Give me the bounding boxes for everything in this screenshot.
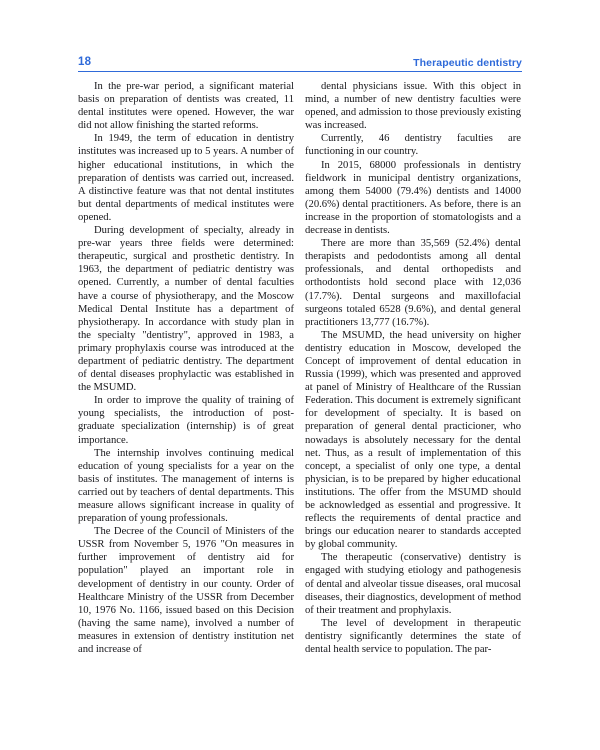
paragraph: During development of specialty, already in pre-war years three fields were determined: therapeutic, surgical and prosthetic dentistry. In 1963, the department of pediatric dentistry was opened. Currently, a number of dental faculties have a course of physiotherapy, and the Moscow Medical Dental Institute has a department of physiotherapy. In accordance with study plan in the specialty "dentistry", approved in 1983, a primary prophylaxis course was introduced at the department of pediatric dentistry. The department of dental diseases prophylactic was established in the MSUMD.	[78, 225, 294, 394]
text-column-left	[78, 80, 294, 680]
running-title: Therapeutic dentistry	[413, 56, 522, 69]
paragraph: The Decree of the Council of Ministers of the USSR from November 5, 1976 "On measures in further improvement of dentistry aid for population" played an important role in development of dentistry in our county. Order of Healthcare Ministry of the USSR from December 10, 1976 No. 1166, issued based on this Decision (having the same name), involved a number of measures in extension of dentistry institution net and increase of	[78, 526, 294, 656]
paragraph: In 2015, 68000 professionals in dentistry fieldwork in municipal dentistry organizations, among them 54000 (79.4%) dentists and 14000 (20.6%) dental practitioners. As before, there is an increase in the proportion of stomatologists and a decrease in dentists.	[305, 159, 521, 237]
paragraph: The internship involves continuing medical education of young specialists for a year on the basis of institutes. The management of interns is carried out by teachers of dental departments. This measure allows significant increase in quality of preparation of young professionals.	[78, 447, 294, 525]
paragraph: In 1949, the term of education in dentistry institutes was increased up to 5 years. A number of higher educational institutions, in which the preparation of dentists was carried out, increased. A distinctive feature was that not dental institutes but dental departments of medical institutes were opened.	[78, 133, 294, 223]
paragraph: Currently, 46 dentistry faculties are functioning in our country.	[305, 133, 521, 158]
paragraph: dental physicians issue. With this object in mind, a number of new dentistry faculties were opened, and admission to those previously existing was increased.	[305, 81, 521, 132]
page-number: 18	[78, 55, 92, 68]
running-header	[78, 50, 522, 72]
text-column-right	[305, 80, 521, 680]
paragraph: The MSUMD, the head university on higher dentistry education in Moscow, developed the Concept of improvement of dental education in Russia (1999), which was presented and approved at panel of Ministry of Healthcare of the Russian Federation. This document is extremely significant for development of specialty. It is based on preparation of general dental practicioner, who nowadays is absolutely necessary for the dental net. Thus, as a result of implementation of this concept, a specialist of only one type, a dental physician, is to be prepared by higher educational institutions. The offer from the MSUMD should be acknowledged as essential and progressive. It reflects the requirements of dental practice and brings our education nearer to standards accepted by global community.	[305, 329, 521, 551]
body-text-area	[78, 80, 522, 680]
paragraph: The therapeutic (conservative) dentistry is engaged with studying etiology and pathogenesis of dental and alveolar tissue diseases, oral mucosal diseases, their diagnostics, development of method of their treatment and prophylaxis.	[305, 552, 521, 616]
paragraph: The level of development in therapeutic dentistry significantly determines the state of dental health service to population. The par-	[305, 617, 521, 656]
paragraph: In the pre-war period, a significant material basis on preparation of dentists was created, 11 dental institutes were opened. However, the war did not allow finishing the started reforms.	[78, 81, 294, 132]
paragraph: There are more than 35,569 (52.4%) dental therapists and pedodontists among all dental professionals, and dental orthopedists and orthodontists hold second place with 12,036 (17.7%). Dental surgeons and maxillofacial surgeons totaled 6528 (9.6%), and dental general practitioners 13,777 (16.7%).	[305, 238, 521, 328]
paragraph: In order to improve the quality of training of young specialists, the introduction of post-graduate specialization (internship) is of great importance.	[78, 395, 294, 446]
